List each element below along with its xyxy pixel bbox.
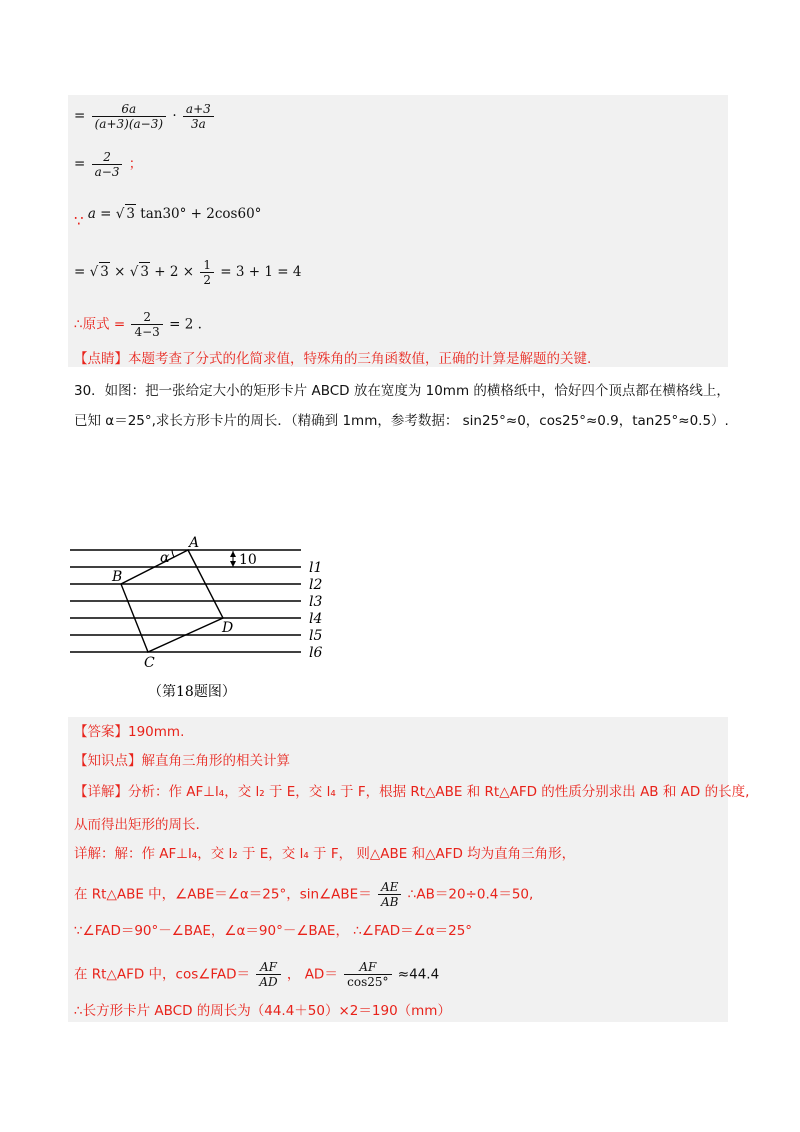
label-l5: l5 [309,628,323,644]
ruled-paper-figure [68,533,328,673]
angle-alpha-arc [172,550,174,557]
label-d: D [222,620,234,636]
detail-solution-1: 详解：解：作 AF⊥l₄，交 l₂ 于 E，交 l₄ 于 F， 则△ABE 和△AFD 均为直角三角形， [74,846,576,862]
arrow-down-icon [230,561,236,567]
fraction-3-denominator: a−3 [94,165,120,179]
fraction-ae-ab-numerator: AE [378,880,401,895]
fraction-half-denominator: 2 [203,273,211,287]
detail-solution-2 [74,880,533,909]
fraction-af-cos25-numerator: AF [344,960,391,975]
fraction-half-numerator: 1 [200,258,214,273]
label-alpha: α [160,550,170,566]
label-l3: l3 [309,594,323,610]
solution-step-5 [74,310,202,339]
fraction-1 [92,102,166,131]
label-l2: l2 [309,577,323,593]
fraction-af-ad-numerator: AF [256,960,280,975]
detail-solution-2-result: ∴AB＝20÷0.4＝50, [407,886,534,903]
solution-step-1 [74,102,216,131]
arrow-up-icon [230,551,236,557]
fraction-1-numerator: 6a [92,102,166,117]
detail-solution-4-ad: ， AD＝ [286,966,338,983]
fraction-af-cos25 [344,960,391,989]
fraction-2-denominator: 3a [190,117,206,131]
detail-solution-2-text: 在 Rt△ABE 中，∠ABE＝∠α＝25°，sin∠ABE＝ [74,886,372,903]
solution-step-4: = √ 3 × √ 3 + 2 × $\frac{1}{2}$ = 3 + 1 = 4 [74,258,302,287]
multiply-dot: · [172,108,177,124]
fraction-2 [183,102,214,131]
sqrt-3-second: 3 [140,264,149,280]
fraction-3 [92,150,123,179]
equals-sign: = [74,156,86,172]
question-text-line-2: 已知 α＝25°,求长方形卡片的周长．（精确到 1mm，参考数据： sin25°≈0，cos25°≈0.9，tan25°≈0.5）. [74,413,729,429]
expr-a: a = [87,206,116,222]
equals-sign: = [74,108,86,124]
times-sign: × [109,264,130,280]
label-c: C [144,655,155,671]
sqrt-3-first: 3 [100,264,109,280]
detail-analysis-2: 从而得出矩形的周长. [74,817,200,833]
label-l1: l1 [309,560,323,576]
final-result: = 2 . [169,316,202,333]
knowledge-point: 【知识点】解直角三角形的相关计算 [74,753,290,769]
fraction-final-denominator: 4−3 [134,325,160,339]
solution-step-2 [74,150,142,179]
detail-solution-4 [74,960,439,989]
label-spacing-10: 10 [239,552,257,568]
key-point-comment: 【点睛】本题考查了分式的化简求值，特殊角的三角函数值，正确的计算是解题的关键. [74,351,592,367]
fraction-1-denominator: (a+3)(a−3) [94,117,164,131]
expr-tan-cos: tan30° + 2cos60° [136,206,262,222]
fraction-2-numerator: a+3 [183,102,214,117]
figure-caption: （第18题图） [148,684,236,700]
detail-solution-3: ∵∠FAD＝90°－∠BAE，∠α＝90°－∠BAE， ∴∠FAD＝∠α＝25° [74,923,473,939]
detail-solution-5: ∴长方形卡片 ABCD 的周长为（44.4＋50）×2＝190（mm） [74,1003,451,1019]
fraction-af-ad-denominator: AD [259,975,278,989]
label-b: B [112,569,123,585]
semicolon: ； [128,156,143,172]
label-l6: l6 [309,645,323,661]
fraction-ae-ab [378,880,401,909]
detail-analysis-1: 【详解】分析：作 AF⊥l₄，交 l₂ 于 E，交 l₄ 于 F，根据 Rt△ABE 和 Rt△AFD 的性质分别求出 AB 和 AD 的长度, [74,784,750,800]
fraction-af-cos25-denominator: cos25° [347,975,389,989]
original-expression-label: ∴原式 = [74,316,130,333]
because-symbol: ∵ [74,212,84,230]
fraction-ae-ab-denominator: AB [381,895,399,909]
fraction-af-ad [256,960,280,989]
detail-solution-4-result: ≈44.4 [397,966,440,983]
fraction-3-numerator: 2 [92,150,123,165]
plus-two-times: + 2 × [149,264,199,280]
label-l4: l4 [309,611,323,627]
answer-line: 【答案】190mm. [74,724,185,740]
fraction-final-numerator: 2 [131,310,162,325]
fraction-final [131,310,162,339]
equals-sign: = [74,264,90,280]
detail-solution-4-text: 在 Rt△AFD 中，cos∠FAD＝ [74,966,251,983]
sqrt-3: 3 [126,206,135,222]
question-text-line-1: 30．如图：把一张给定大小的矩形卡片 ABCD 放在宽度为 10mm 的横格纸中，恰好四个顶点都在横格线上， [74,383,730,399]
label-a: A [189,535,200,551]
fraction-half [200,258,214,287]
solution-step-3: ∵ a = √ 3 tan30° + 2cos60° [74,206,262,230]
result-4: = 3 + 1 = 4 [220,264,302,280]
